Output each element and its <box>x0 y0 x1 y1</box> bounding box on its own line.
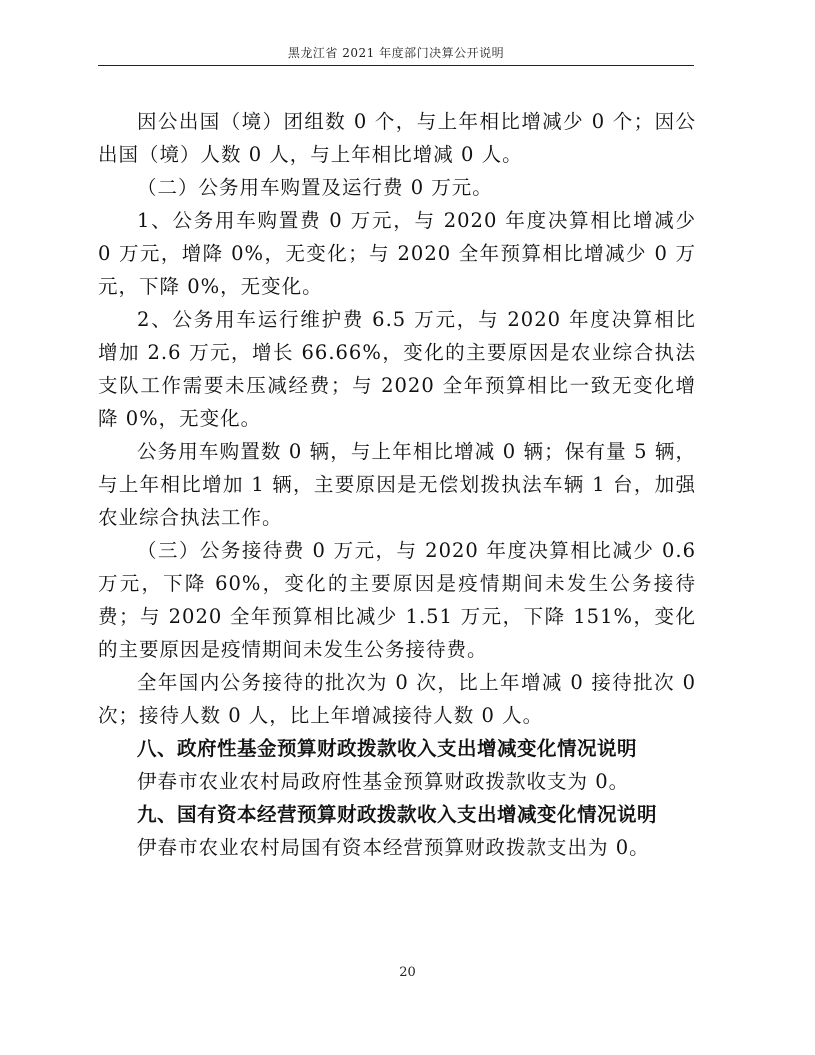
paragraph-vehicle-purchase: 1、公务用车购置费 0 万元，与 2020 年度决算相比增减少 0 万元，增降 0%，无变化；与 2020 全年预算相比增减少 0 万元，下降 0%，无变化。 <box>98 209 696 298</box>
document-body <box>98 105 696 864</box>
paragraph-overseas-trips: 因公出国（境）团组数 0 个，与上年相比增减少 0 个；因公出国（境）人数 0 人，与上年相比增减 0 人。 <box>98 110 696 166</box>
paragraph-vehicle-operation: 2、公务用车运行维护费 6.5 万元，与 2020 年度决算相比增加 2.6 万元，增长 66.66%，变化的主要原因是农业综合执法支队工作需要未压减经费；与 2020 全年预算相比一致无变化增降 0%，无变化。 <box>98 308 696 430</box>
paragraph-state-capital: 伊春市农业农村局国有资本经营预算财政拨款支出为 0。 <box>137 836 650 859</box>
page-number: 20 <box>399 965 416 980</box>
header-divider <box>98 65 694 66</box>
paragraph-vehicle-count: 公务用车购置数 0 辆，与上年相比增减 0 辆；保有量 5 辆，与上年相比增加 1 辆，主要原因是无偿划拨执法车辆 1 台，加强农业综合执法工作。 <box>98 440 696 529</box>
paragraph-government-fund: 伊春市农业农村局政府性基金预算财政拨款收支为 0。 <box>137 770 630 793</box>
section-heading-government-fund: 八、政府性基金预算财政拨款收入支出增减变化情况说明 <box>137 737 638 760</box>
paragraph-vehicle-subheading: （二）公务用车购置及运行费 0 万元。 <box>137 176 493 199</box>
paragraph-reception-count: 全年国内公务接待的批次为 0 次，比上年增减 0 接待批次 0 次；接待人数 0 人，比上年增减接待人数 0 人。 <box>98 671 696 727</box>
paragraph-reception-fee: （三）公务接待费 0 万元，与 2020 年度决算相比减少 0.6 万元，下降 60%，变化的主要原因是疫情期间未发生公务接待费；与 2020 全年预算相比减少 1.51 万元，下降 151%，变化的主要原因是疫情期间未发生公务接待费。 <box>98 539 696 661</box>
section-heading-state-capital: 九、国有资本经营预算财政拨款收入支出增减变化情况说明 <box>137 803 658 826</box>
running-header: 黑龙江省 2021 年度部门决算公开说明 <box>287 46 505 60</box>
